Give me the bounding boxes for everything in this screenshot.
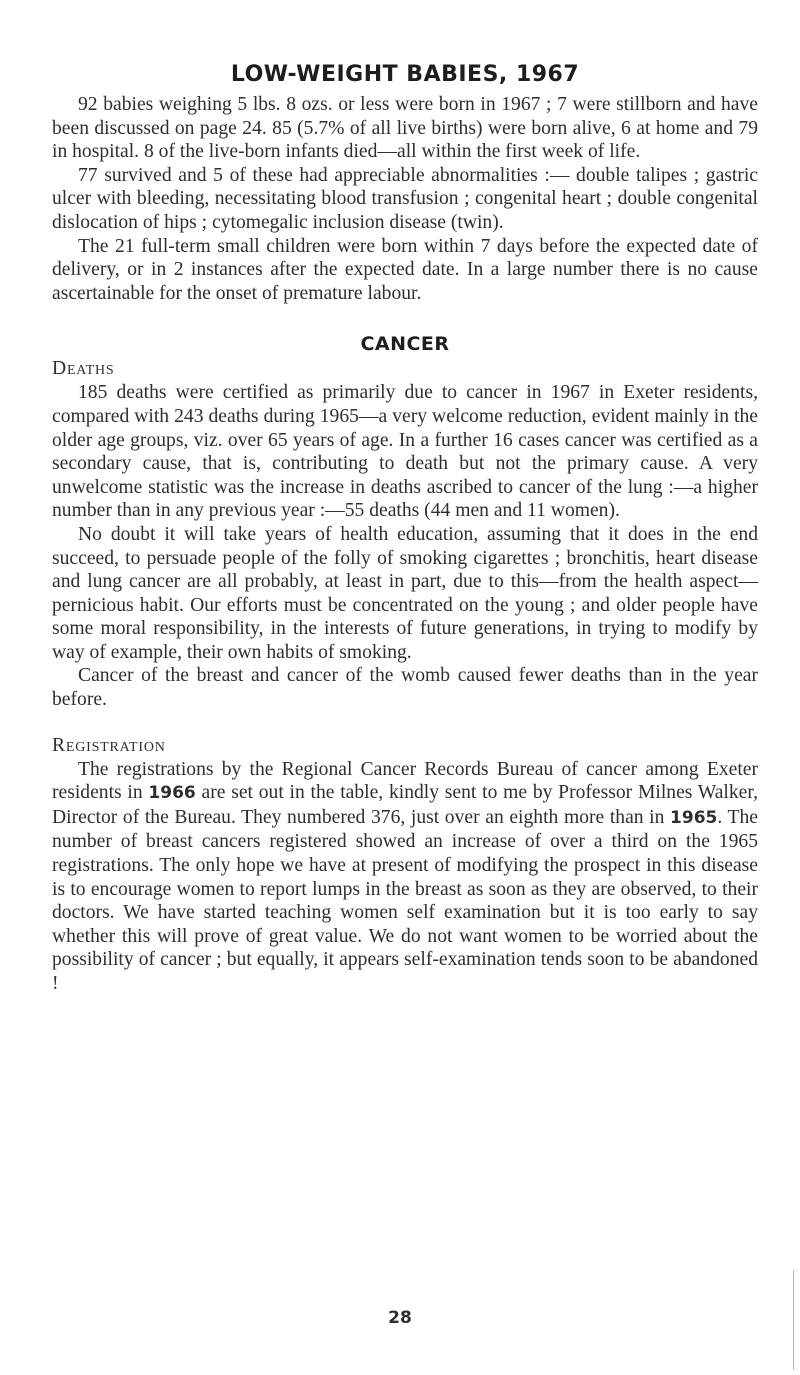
scan-edge: [793, 1270, 794, 1370]
registration-year-1965: 1965: [670, 807, 718, 828]
paragraph-low-weight-1: 92 babies weighing 5 lbs. 8 ozs. or less were born in 1967 ; 7 were stillborn and have been discussed on page 24. 85 (5.7% of all live births) were born alive, 6 at home and 79 in hospital. 8 of the live-born infants died—all within the first week of life.: [52, 94, 758, 163]
paragraph-cancer-deaths-3: Cancer of the breast and cancer of the womb caused fewer deaths than in the year before.: [52, 665, 758, 711]
subheading-registration: Registration: [52, 734, 166, 756]
spacer: [52, 712, 758, 734]
paragraph-registration: [52, 758, 758, 996]
section-heading-low-weight-babies: LOW-WEIGHT BABIES, 1967: [230, 62, 580, 87]
registration-text-c: . The number of breast cancers registered showed an increase of over a third on the 1965 registrations. The only hope we have at present of modifying the prospect in this disease is to encourage women to report lumps in the breast as soon as they are observed, to their doctors. We have started teaching women self examination but it is too early to say whether this will prove of great value. We do not want women to be worried about the possibility of cancer ; but equally, it appears self-examination tends soon to be abandoned !: [52, 806, 758, 994]
page-body: [52, 62, 758, 996]
registration-text-b: are set out in the table, kindly sent to me by Professor Milnes Walker, Director of the Bureau. They numbered 376, just over an eighth more than in: [52, 782, 758, 828]
registration-year-1966: 1966: [148, 783, 196, 804]
paragraph-low-weight-3: The 21 full-term small children were born within 7 days before the expected date of delivery, or in 2 instances after the expected date. In a large number there is no cause ascertainable for the onset of premature labour.: [52, 235, 758, 304]
paragraph-low-weight-2: 77 survived and 5 of these had appreciable abnormalities :— double talipes ; gastric ulcer with bleeding, necessitating blood transfusion ; congenital heart ; double congenital dislocation of hips ; cytomegalic inclusion disease (twin).: [52, 164, 758, 233]
section-heading-cancer: CANCER: [360, 333, 450, 356]
spacer: [52, 305, 758, 333]
registration-text-a: The registrations by the Regional Cancer Records Bureau of cancer among Exeter residents in: [52, 758, 758, 804]
page-number: 28: [388, 1308, 412, 1328]
paragraph-cancer-deaths-1: 185 deaths were certified as primarily due to cancer in 1967 in Exeter residents, compared with 243 deaths during 1965—a very welcome reduction, evident mainly in the older age groups, viz. over 65 years of age. In a further 16 cases cancer was certified as a secondary cause, that is, contributing to death but not the primary cause. A very unwelcome statistic was the increase in deaths ascribed to cancer of the lung :—a higher number than in any previous year :—55 deaths (44 men and 11 women).: [52, 382, 758, 522]
paragraph-cancer-deaths-2: No doubt it will take years of health education, assuming that it does in the end succeed, to persuade people of the folly of smoking cigarettes ; bronchitis, heart disease and lung cancer are all probably, at least in part, due to this—from the health aspect—pernicious habit. Our efforts must be concentrated on the young ; and older people have some moral responsibility, in the interests of future generations, in trying to modify by way of example, their own habits of smoking.: [52, 523, 758, 663]
subheading-deaths: Deaths: [52, 358, 115, 380]
